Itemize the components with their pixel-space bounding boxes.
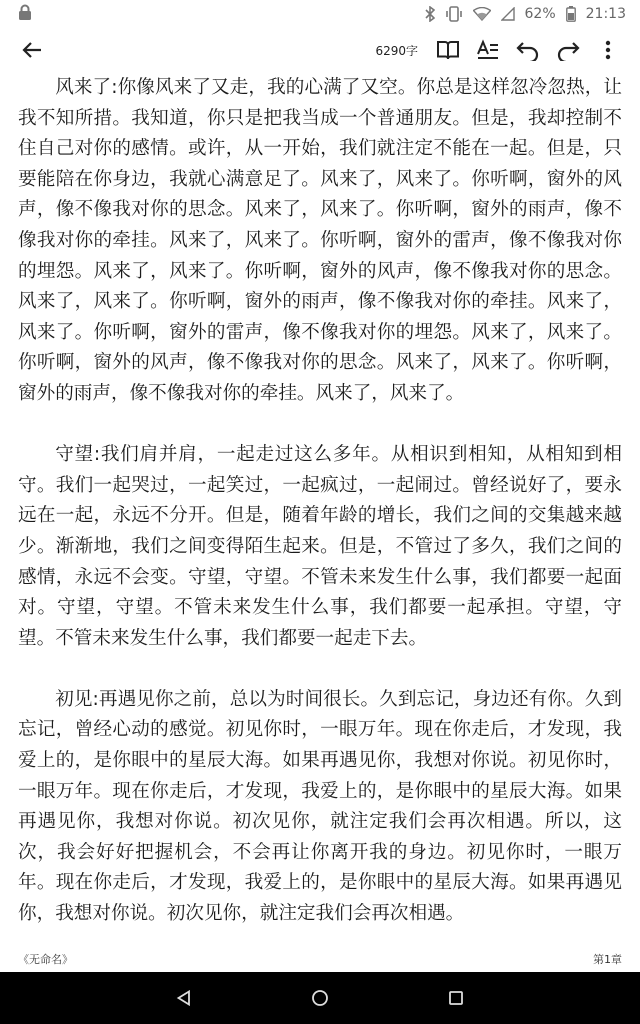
clock: 21:13 — [585, 6, 626, 22]
status-icons — [425, 6, 626, 22]
paragraph-3: 初见:再遇见你之前，总以为时间很长。久到忘记，身边还有你。久到忘记，曾经心动的感觉。初见你时，一眼万年。现在你走后，才发现，我爱上的，是你眼中的星辰大海。如果再遇见你，我想对你说。初见你时，一眼万年。现在你走后，才发现，我爱上的，是你眼中的星辰大海。如果再遇见你，我想对你说。初次见你，就注定我们会再次相遇。所以，这次，我会好好把握机会，不会再让你离开我的身边。初见你时，一眼万年。现在你走后，才发现，我爱上的，是你眼中的星辰大海。如果再遇见你，我想对你说。初次见你，就注定我们会再次相遇。 — [18, 688, 622, 925]
battery-icon — [566, 6, 576, 22]
chapter-indicator: 第1章 — [593, 953, 622, 966]
reader-content[interactable] — [18, 73, 622, 941]
reader-footer — [0, 948, 640, 970]
format-text-icon[interactable] — [468, 30, 508, 70]
status-bar — [0, 0, 640, 28]
more-vert-icon[interactable] — [588, 30, 628, 70]
paragraph-2: 守望:我们肩并肩，一起走过这么多年。从相识到相知，从相知到相守。我们一起哭过，一起笑过，一起疯过，一起闹过。曾经说好了，要永远在一起，永远不分开。但是，随着年龄的增长，我们之间的交集越来越少。渐渐地，我们之间变得陌生起来。但是，不管过了多久，我们之间的感情，永远不会变。守望，守望。不管未来发生什么事，我们都要一起面对。守望，守望。不管未来发生什么事，我们都要一起承担。守望，守望。不管未来发生什么事，我们都要一起走下去。 — [18, 444, 622, 649]
vibrate-icon — [445, 6, 463, 22]
nav-recents-icon[interactable] — [388, 972, 524, 1024]
signal-icon — [501, 7, 515, 21]
back-arrow-icon[interactable] — [12, 30, 52, 70]
battery-percent: 62% — [524, 6, 556, 22]
lock-icon — [18, 4, 32, 24]
bluetooth-icon — [425, 6, 435, 22]
book-icon[interactable] — [428, 30, 468, 70]
paragraph-1: 风来了:你像风来了又走，我的心满了又空。你总是这样忽冷忽热，让我不知所措。我知道，你只是把我当成一个普通朋友。但是，我却控制不住自己对你的感情。或许，从一开始，我们就注定不能在一起。但是，只要能陪在你身边，我就心满意足了。风来了，风来了。你听啊，窗外的风声，像不像我对你的思念。风来了，风来了。你听啊，窗外的雨声，像不像我对你的牵挂。风来了，风来了。你听啊，窗外的雷声，像不像我对你的埋怨。风来了，风来了。你听啊，窗外的风声，像不像我对你的思念。风来了，风来了。你听啊，窗外的雨声，像不像我对你的牵挂。风来了，风来了。你听啊，窗外的雷声，像不像我对你的埋怨。风来了，风来了。你听啊，窗外的风声，像不像我对你的思念。风来了，风来了。你听啊，窗外的雨声，像不像我对你的牵挂。风来了，风来了。 — [18, 77, 622, 404]
redo-icon[interactable] — [548, 30, 588, 70]
system-nav-bar — [0, 972, 640, 1024]
word-count: 6290字 — [375, 43, 418, 58]
wifi-icon — [473, 7, 491, 21]
nav-back-icon[interactable] — [116, 972, 252, 1024]
undo-icon[interactable] — [508, 30, 548, 70]
nav-home-icon[interactable] — [252, 972, 388, 1024]
book-title: 《无命名》 — [18, 953, 73, 966]
reader-toolbar — [0, 28, 640, 72]
